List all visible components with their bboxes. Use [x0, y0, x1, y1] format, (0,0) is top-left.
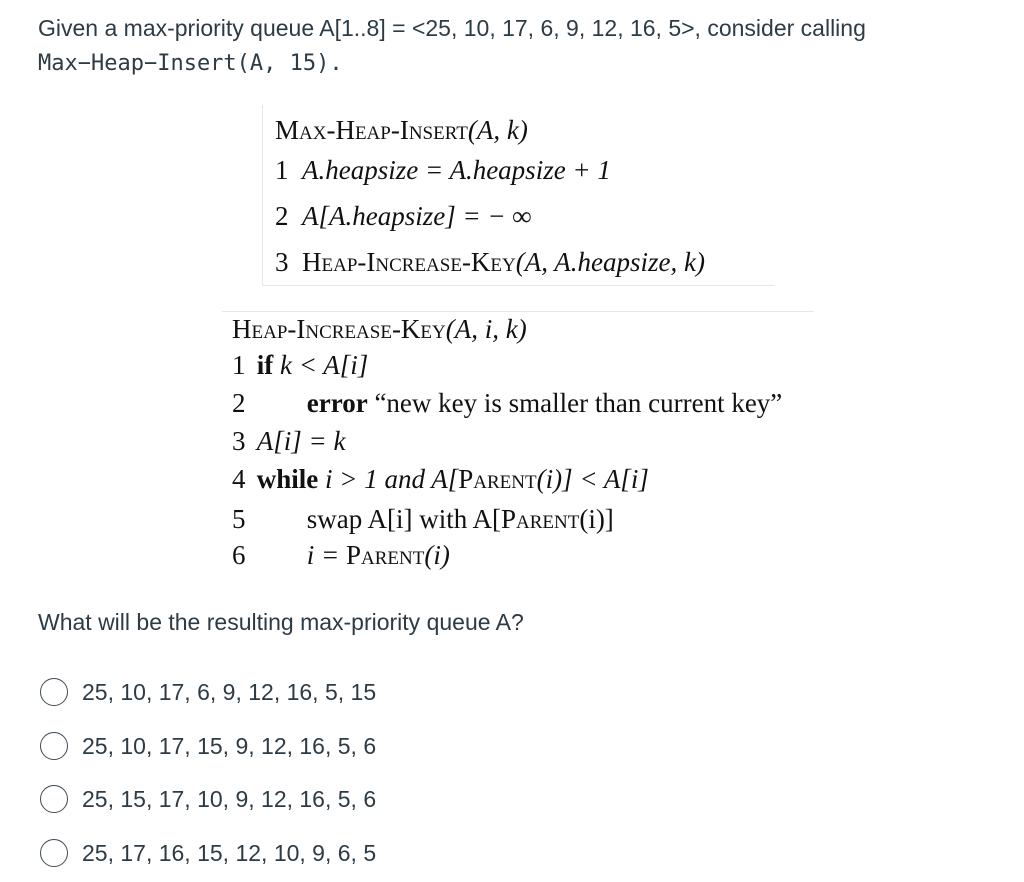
increase-proc-args: (A, i, k) — [445, 314, 527, 344]
increase-line-1 — [232, 350, 368, 381]
insert-header — [275, 115, 528, 146]
increase-line-code: i > 1 and A[ — [325, 464, 459, 494]
insert-line-1 — [275, 155, 611, 186]
insert-line-proc: Heap-Increase-Key — [302, 247, 516, 277]
answer-option-1[interactable] — [40, 674, 376, 710]
max-heap-insert-pseudocode — [262, 105, 775, 286]
answer-option-3[interactable] — [40, 781, 376, 817]
parent-fn: Parent — [458, 464, 537, 494]
keyword-if: if — [256, 350, 274, 380]
increase-line-code: A[i] = k — [256, 426, 346, 456]
radio-button[interactable] — [40, 839, 68, 867]
answer-option-4[interactable] — [40, 835, 376, 871]
insert-line-code: A.heapsize = A.heapsize + 1 — [302, 155, 611, 185]
keyword-error: error — [306, 388, 368, 418]
increase-line-code: i = — [306, 540, 346, 570]
increase-line-5 — [232, 504, 614, 535]
insert-line-num: 2 — [275, 201, 289, 231]
increase-line-num: 6 — [232, 540, 246, 570]
increase-line-6 — [232, 540, 450, 571]
answer-option-label[interactable]: 25, 17, 16, 15, 12, 10, 9, 6, 5 — [82, 839, 377, 866]
increase-proc-name: Heap-Increase-Key — [232, 314, 446, 344]
increase-line-2 — [232, 388, 782, 419]
increase-line-num: 3 — [232, 426, 246, 456]
insert-line-num: 1 — [275, 155, 289, 185]
increase-line-num: 5 — [232, 504, 246, 534]
increase-line-code: (i)] — [579, 504, 614, 534]
keyword-while: while — [256, 464, 319, 494]
answer-option-label[interactable]: 25, 10, 17, 6, 9, 12, 16, 5, 15 — [82, 678, 377, 705]
insert-proc-args: (A, k) — [467, 115, 528, 145]
increase-line-code: k < A[i] — [280, 350, 369, 380]
question-intro: Given a max-priority queue A[1..8] = <25, 10, 17, 6, 9, 12, 16, 5>, consider calling — [38, 15, 866, 41]
answer-option-label[interactable]: 25, 10, 17, 15, 9, 12, 16, 5, 6 — [82, 732, 377, 759]
increase-line-num: 4 — [232, 464, 246, 494]
insert-line-2 — [275, 201, 532, 232]
insert-line-3 — [275, 247, 705, 278]
increase-line-code: “new key is smaller than current key” — [374, 388, 783, 418]
answer-option-2[interactable] — [40, 728, 376, 764]
parent-fn: Parent — [345, 540, 425, 570]
heap-increase-key-pseudocode — [222, 311, 814, 582]
parent-fn: Parent — [500, 504, 580, 534]
radio-button[interactable] — [40, 785, 68, 813]
radio-button[interactable] — [40, 678, 68, 706]
increase-header — [232, 314, 527, 345]
increase-line-code: swap A[i] with A[ — [306, 504, 501, 534]
increase-line-code: (i) — [424, 540, 450, 570]
increase-line-num: 2 — [232, 388, 246, 418]
insert-line-code: (A, A.heapsize, k) — [515, 247, 705, 277]
increase-line-4 — [232, 464, 649, 495]
increase-line-num: 1 — [232, 350, 246, 380]
insert-line-code: A[A.heapsize] = − ∞ — [302, 201, 532, 231]
radio-button[interactable] — [40, 732, 68, 760]
increase-line-code: (i)] < A[i] — [536, 464, 649, 494]
insert-line-num: 3 — [275, 247, 289, 277]
answer-option-label[interactable]: 25, 15, 17, 10, 9, 12, 16, 5, 6 — [82, 785, 377, 812]
increase-line-3 — [232, 426, 345, 457]
question-prompt: What will be the resulting max-priority queue A? — [38, 609, 524, 635]
insert-proc-name: Max-Heap-Insert — [275, 115, 468, 145]
question-call: Max−Heap−Insert(A, 15). — [38, 51, 343, 76]
